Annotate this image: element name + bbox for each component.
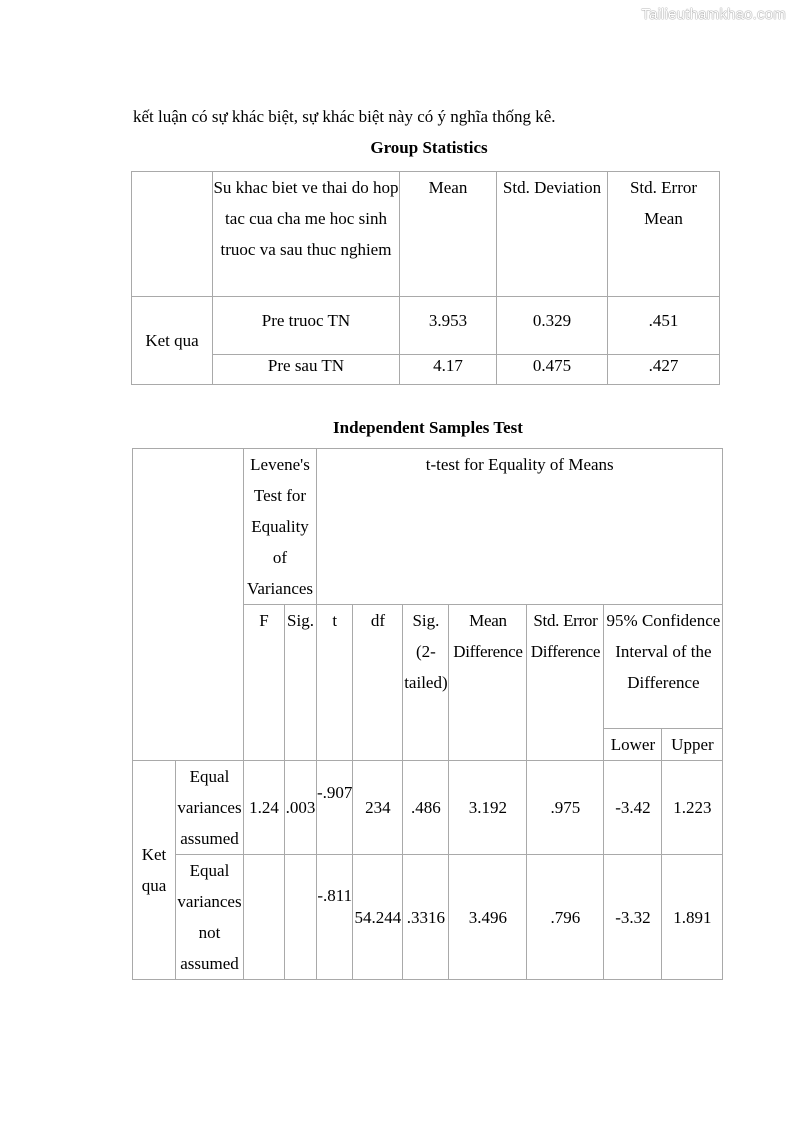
header-levene: Levene's Test for Equality of Variances [244,449,317,605]
cell-lower: -3.42 [604,761,662,855]
independent-samples-test-title: Independent Samples Test [333,418,523,437]
header-mean-difference: Mean Difference [449,605,527,761]
cell-upper: 1.223 [662,761,723,855]
header-row-1 [133,449,723,605]
cell-t: -.907 [317,761,353,855]
cell-upper: 1.891 [662,855,723,980]
header-confidence-interval: 95% Confidence Interval of the Difference [604,605,723,729]
cell-f [244,855,285,980]
cell-std-error-mean: .427 [608,355,720,385]
header-sig-2-tailed: Sig. (2-tailed) [403,605,449,761]
table-row [132,297,720,355]
cell-group: Pre sau TN [213,355,400,385]
table-row [133,855,723,980]
header-ttest: t-test for Equality of Means [317,449,723,605]
table-row [132,355,720,385]
header-std-error-mean: Std. Error Mean [608,172,720,297]
cell-mean: 4.17 [400,355,497,385]
empty-corner-cell [133,449,244,761]
cell-std-error-difference: .796 [527,855,604,980]
cell-std-deviation: 0.475 [497,355,608,385]
cell-std-error-difference: .975 [527,761,604,855]
cell-sig: .003 [285,761,317,855]
cell-group: Pre truoc TN [213,297,400,355]
group-statistics-table [131,171,720,385]
cell-f: 1.24 [244,761,285,855]
cell-sig-2-tailed: .486 [403,761,449,855]
header-group: Su khac biet ve thai do hop tac cua cha me hoc sinh truoc va sau thuc nghiem [213,172,400,297]
header-t: t [317,605,353,761]
intro-paragraph: kết luận có sự khác biệt, sự khác biệt này có ý nghĩa thống kê. [133,107,556,126]
cell-mean-difference: 3.192 [449,761,527,855]
cell-mean-difference: 3.496 [449,855,527,980]
header-mean: Mean [400,172,497,297]
row-label-equal-variances-assumed: Equal variances assumed [176,761,244,855]
cell-lower: -3.32 [604,855,662,980]
table-row [133,761,723,855]
row-label-ket-qua: Ket qua [133,761,176,980]
cell-df: 54.244 [353,855,403,980]
header-std-deviation: Std. Deviation [497,172,608,297]
cell-df: 234 [353,761,403,855]
cell-sig-2-tailed: .3316 [403,855,449,980]
cell-std-deviation: 0.329 [497,297,608,355]
row-label-ket-qua: Ket qua [132,297,213,385]
group-statistics-title: Group Statistics [370,138,488,157]
table-header-row [132,172,720,297]
watermark: Tailieuthamkhao.com [641,6,786,23]
header-std-error-difference: Std. Error Difference [527,605,604,761]
header-lower: Lower [604,729,662,761]
header-df: df [353,605,403,761]
header-f: F [244,605,285,761]
independent-samples-test-table [132,448,723,980]
cell-t: -.811 [317,855,353,980]
cell-sig [285,855,317,980]
row-label-equal-variances-not-assumed: Equal variances not assumed [176,855,244,980]
cell-std-error-mean: .451 [608,297,720,355]
cell-mean: 3.953 [400,297,497,355]
header-sig: Sig. [285,605,317,761]
empty-corner-cell [132,172,213,297]
header-upper: Upper [662,729,723,761]
